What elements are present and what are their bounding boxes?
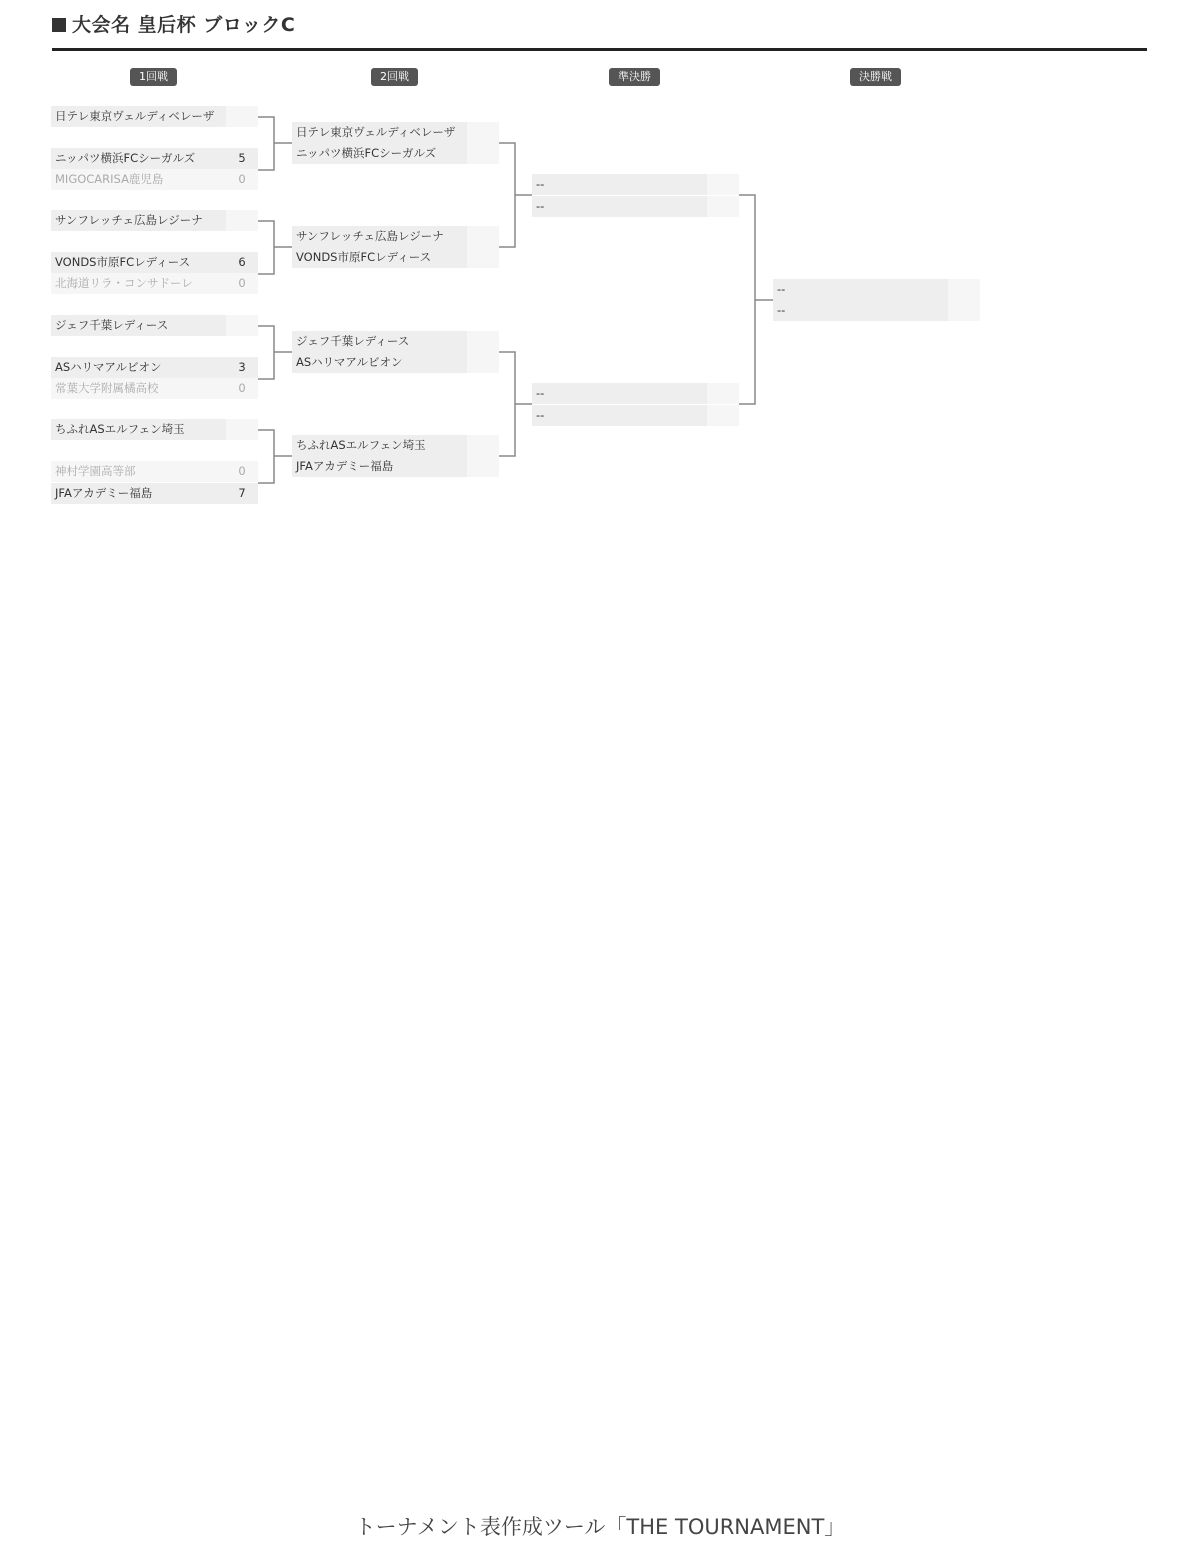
r1-team-8[interactable] [51, 357, 258, 378]
team-score: 0 [226, 169, 258, 190]
r1-team-4[interactable] [51, 210, 258, 231]
team-name: ジェフ千葉レディース [51, 315, 226, 336]
sf-team-4[interactable] [532, 405, 739, 426]
team-name: 常葉大学附属橘高校 [51, 378, 226, 399]
team-score [226, 106, 258, 127]
r2-team-4[interactable] [292, 247, 499, 268]
team-score: 5 [226, 148, 258, 169]
team-name: MIGOCARISA鹿児島 [51, 169, 226, 190]
footer-credit: トーナメント表作成ツール「THE TOURNAMENT」 [354, 1515, 846, 1539]
final-team-2[interactable] [773, 300, 980, 321]
team-name: 日テレ東京ヴェルディベレーザ [51, 106, 226, 127]
team-score [467, 247, 499, 268]
r2-team-2[interactable] [292, 143, 499, 164]
r1-team-7[interactable] [51, 315, 258, 336]
team-score [948, 300, 980, 321]
team-score [467, 435, 499, 456]
round-label-1: 1回戦 [130, 68, 177, 86]
team-name: VONDS市原FCレディース [51, 252, 226, 273]
team-name: ニッパツ横浜FCシーガルズ [292, 143, 467, 164]
team-name: ちふれASエルフェン埼玉 [51, 419, 226, 440]
r1-team-1[interactable] [51, 106, 258, 127]
sf-team-1[interactable] [532, 174, 739, 195]
team-name: -- [773, 300, 948, 321]
team-score: 3 [226, 357, 258, 378]
team-score [226, 210, 258, 231]
team-name: ニッパツ横浜FCシーガルズ [51, 148, 226, 169]
final-team-1[interactable] [773, 279, 980, 300]
team-score [467, 456, 499, 477]
team-name: JFAアカデミー福島 [51, 483, 226, 504]
team-name: 日テレ東京ヴェルディベレーザ [292, 122, 467, 143]
r2-team-7[interactable] [292, 435, 499, 456]
team-score [467, 143, 499, 164]
team-score [707, 174, 739, 195]
r1-team-6[interactable] [51, 273, 258, 294]
team-score [226, 419, 258, 440]
team-name: -- [532, 383, 707, 404]
round-label-semifinal: 準決勝 [609, 68, 660, 86]
team-name: JFAアカデミー福島 [292, 456, 467, 477]
r2-team-8[interactable] [292, 456, 499, 477]
team-name: ASハリマアルビオン [51, 357, 226, 378]
team-name: 神村学園高等部 [51, 461, 226, 482]
r1-team-12[interactable] [51, 483, 258, 504]
team-name: -- [532, 405, 707, 426]
team-score [226, 315, 258, 336]
team-score: 7 [226, 483, 258, 504]
r1-team-11[interactable] [51, 461, 258, 482]
team-name: -- [532, 196, 707, 217]
team-score [467, 331, 499, 352]
team-score: 0 [226, 378, 258, 399]
team-score [948, 279, 980, 300]
sf-team-2[interactable] [532, 196, 739, 217]
r1-team-10[interactable] [51, 419, 258, 440]
team-score: 0 [226, 461, 258, 482]
r2-team-3[interactable] [292, 226, 499, 247]
team-name: サンフレッチェ広島レジーナ [292, 226, 467, 247]
team-score [707, 405, 739, 426]
r1-team-3[interactable] [51, 169, 258, 190]
r2-team-1[interactable] [292, 122, 499, 143]
round-label-2: 2回戦 [371, 68, 418, 86]
team-name: VONDS市原FCレディース [292, 247, 467, 268]
team-name: -- [773, 279, 948, 300]
team-score: 0 [226, 273, 258, 294]
team-score [467, 226, 499, 247]
team-score [467, 122, 499, 143]
team-name: -- [532, 174, 707, 195]
team-score [707, 383, 739, 404]
page-title-text: 大会名 皇后杯 ブロックC [72, 14, 296, 36]
team-name: 北海道リラ・コンサドーレ [51, 273, 226, 294]
sf-team-3[interactable] [532, 383, 739, 404]
r1-team-5[interactable] [51, 252, 258, 273]
r2-team-6[interactable] [292, 352, 499, 373]
team-name: ちふれASエルフェン埼玉 [292, 435, 467, 456]
team-score [467, 352, 499, 373]
team-name: ASハリマアルビオン [292, 352, 467, 373]
round-label-final: 決勝戦 [850, 68, 901, 86]
r1-team-2[interactable] [51, 148, 258, 169]
team-score: 6 [226, 252, 258, 273]
team-name: ジェフ千葉レディース [292, 331, 467, 352]
team-name: サンフレッチェ広島レジーナ [51, 210, 226, 231]
r1-team-9[interactable] [51, 378, 258, 399]
team-score [707, 196, 739, 217]
r2-team-5[interactable] [292, 331, 499, 352]
